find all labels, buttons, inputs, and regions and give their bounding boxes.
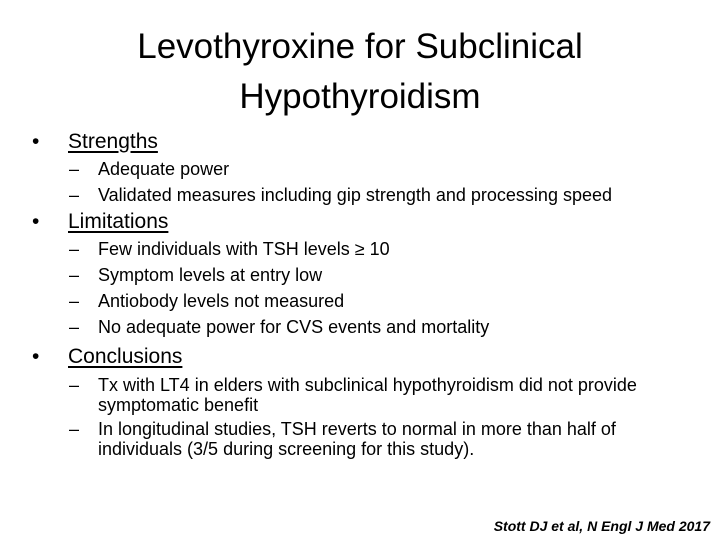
bullet-icon: • <box>32 210 40 233</box>
list-item <box>69 375 700 415</box>
dash-icon: – <box>69 159 80 179</box>
list-item <box>69 156 700 182</box>
list-item <box>69 236 700 262</box>
conclusions-list <box>30 375 700 459</box>
slide-title-line-2: Hypothyroidism <box>239 77 481 116</box>
conclusions-heading: Conclusions <box>68 345 183 368</box>
slide-title <box>60 22 660 122</box>
list-item-text: Few individuals with TSH levels ≥ 10 <box>98 239 390 259</box>
limitations-heading-row <box>30 208 700 236</box>
list-item-text: Antiobody levels not measured <box>98 291 345 311</box>
list-item <box>69 314 700 340</box>
conclusions-heading-row <box>30 343 700 371</box>
strengths-list <box>30 156 700 208</box>
bullet-icon: • <box>32 345 40 368</box>
list-item <box>69 288 700 314</box>
list-item-text: Adequate power <box>98 159 230 179</box>
conclusions-section <box>30 343 700 461</box>
limitations-section <box>30 208 700 340</box>
dash-icon: – <box>69 265 80 285</box>
strengths-heading-row <box>30 128 700 156</box>
list-item-text: Symptom levels at entry low <box>98 265 323 285</box>
dash-icon: – <box>69 185 80 205</box>
dash-icon: – <box>69 375 80 395</box>
list-item <box>69 419 700 459</box>
bullet-icon: • <box>32 130 40 153</box>
citation: Stott DJ et al, N Engl J Med 2017 <box>493 518 710 534</box>
dash-icon: – <box>69 291 80 311</box>
list-item-text: Validated measures including gip strength and processing speed <box>98 185 612 205</box>
limitations-list <box>30 236 700 340</box>
dash-icon: – <box>69 317 80 337</box>
limitations-heading: Limitations <box>68 210 169 233</box>
list-item-text: In longitudinal studies, TSH reverts to normal in more than half of individuals (3/5 during screening for this study). <box>98 419 616 459</box>
list-item-text: No adequate power for CVS events and mortality <box>98 317 490 337</box>
strengths-heading: Strengths <box>68 130 158 153</box>
slide-title-line-1: Levothyroxine for Subclinical <box>137 27 583 66</box>
dash-icon: – <box>69 239 80 259</box>
list-item-text: Tx with LT4 in elders with subclinical hypothyroidism did not provide symptomatic benefit <box>98 375 637 415</box>
list-item <box>69 262 700 288</box>
list-item <box>69 182 700 208</box>
dash-icon: – <box>69 419 80 439</box>
strengths-section <box>30 128 700 208</box>
